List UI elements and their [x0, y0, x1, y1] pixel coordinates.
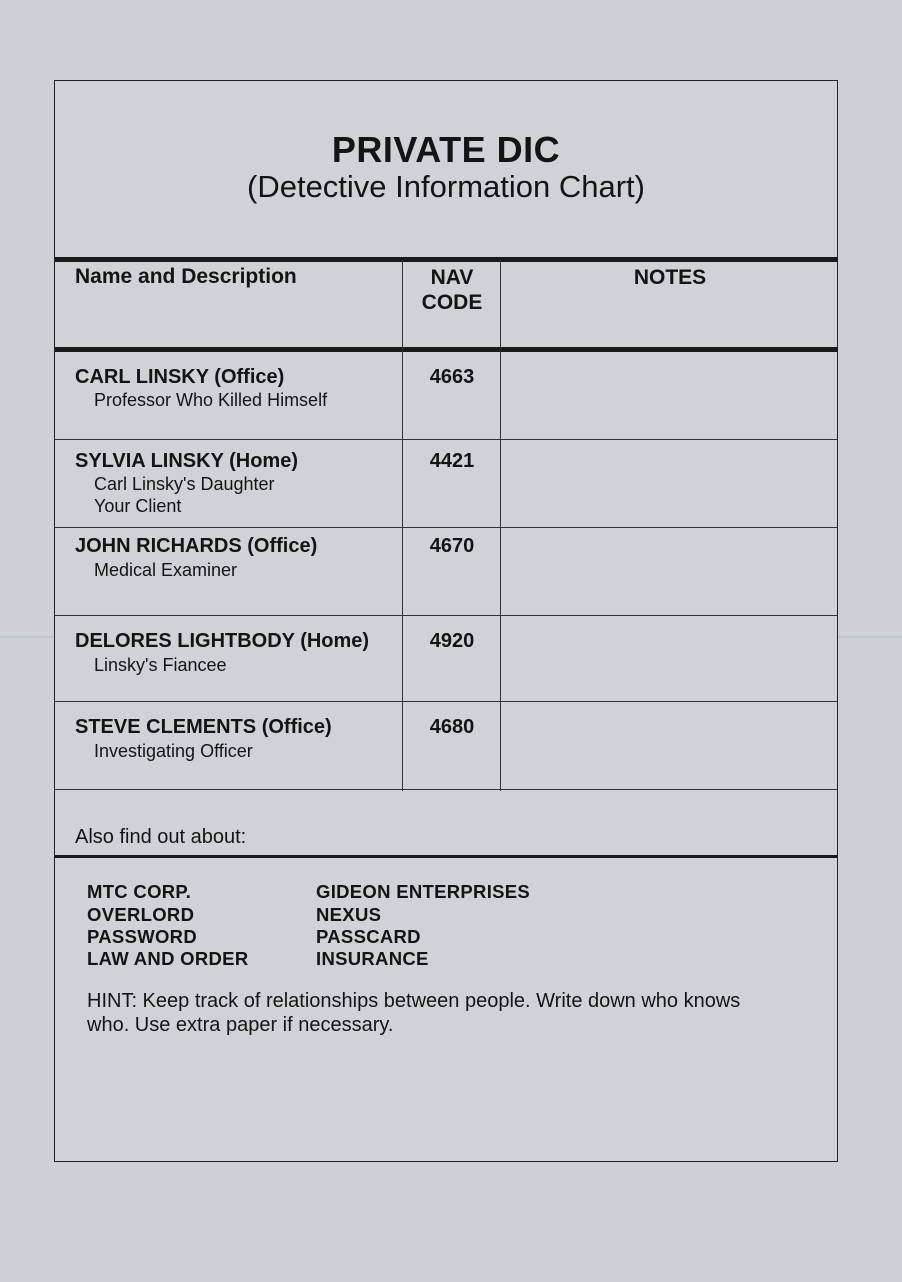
- header-nav-label: NAV: [430, 266, 474, 289]
- person-name: CARL LINSKY (Office): [75, 366, 285, 388]
- row-divider: [55, 527, 837, 528]
- title-divider: [55, 257, 837, 262]
- topic-item: NEXUS: [316, 904, 382, 925]
- header-code-label: CODE: [421, 291, 483, 314]
- page-subtitle: (Detective Information Chart): [247, 169, 645, 204]
- row-divider: [55, 701, 837, 702]
- nav-code: 4920: [429, 630, 475, 652]
- column-divider-nav: [402, 260, 403, 791]
- topic-item: LAW AND ORDER: [87, 948, 249, 969]
- nav-code: 4663: [429, 366, 475, 388]
- topic-item: PASSWORD: [87, 926, 197, 947]
- hint-text: HINT: Keep track of relationships between people. Write down who knows who. Use extra paper if necessary.: [87, 990, 741, 1036]
- row-divider: [55, 439, 837, 440]
- table-bottom-border: [55, 789, 837, 790]
- nav-code: 4680: [429, 716, 475, 738]
- person-description: Linsky's Fiancee: [94, 655, 227, 675]
- row-divider: [55, 615, 837, 616]
- person-name: SYLVIA LINSKY (Home): [75, 450, 298, 472]
- person-description: Medical Examiner: [94, 560, 238, 580]
- also-find-out-label: Also find out about:: [75, 826, 247, 848]
- header-name-description: Name and Description: [75, 265, 297, 288]
- person-description: Professor Who Killed Himself: [94, 390, 328, 410]
- person-name: DELORES LIGHTBODY (Home): [75, 630, 370, 652]
- topic-item: MTC CORP.: [87, 881, 192, 902]
- column-divider-notes: [500, 260, 501, 791]
- header-nav-code: [403, 265, 501, 315]
- person-description: Investigating Officer: [94, 741, 253, 761]
- topic-item: OVERLORD: [87, 904, 195, 925]
- person-name: STEVE CLEMENTS (Office): [75, 716, 332, 738]
- header-divider: [55, 347, 837, 352]
- person-description: Carl Linsky's Daughter: [94, 474, 275, 494]
- person-description-line2: Your Client: [94, 496, 182, 516]
- detective-chart-sheet: [54, 80, 838, 1162]
- nav-code: 4670: [429, 535, 475, 557]
- header-notes: NOTES: [633, 266, 707, 289]
- topic-item: PASSCARD: [316, 926, 421, 947]
- title-block: [55, 81, 837, 259]
- topic-item: GIDEON ENTERPRISES: [316, 881, 531, 902]
- nav-code: 4421: [429, 450, 475, 472]
- topics-divider: [55, 855, 837, 858]
- page-title: PRIVATE DIC: [331, 129, 561, 170]
- topic-item: INSURANCE: [316, 948, 429, 969]
- person-name: JOHN RICHARDS (Office): [75, 535, 318, 557]
